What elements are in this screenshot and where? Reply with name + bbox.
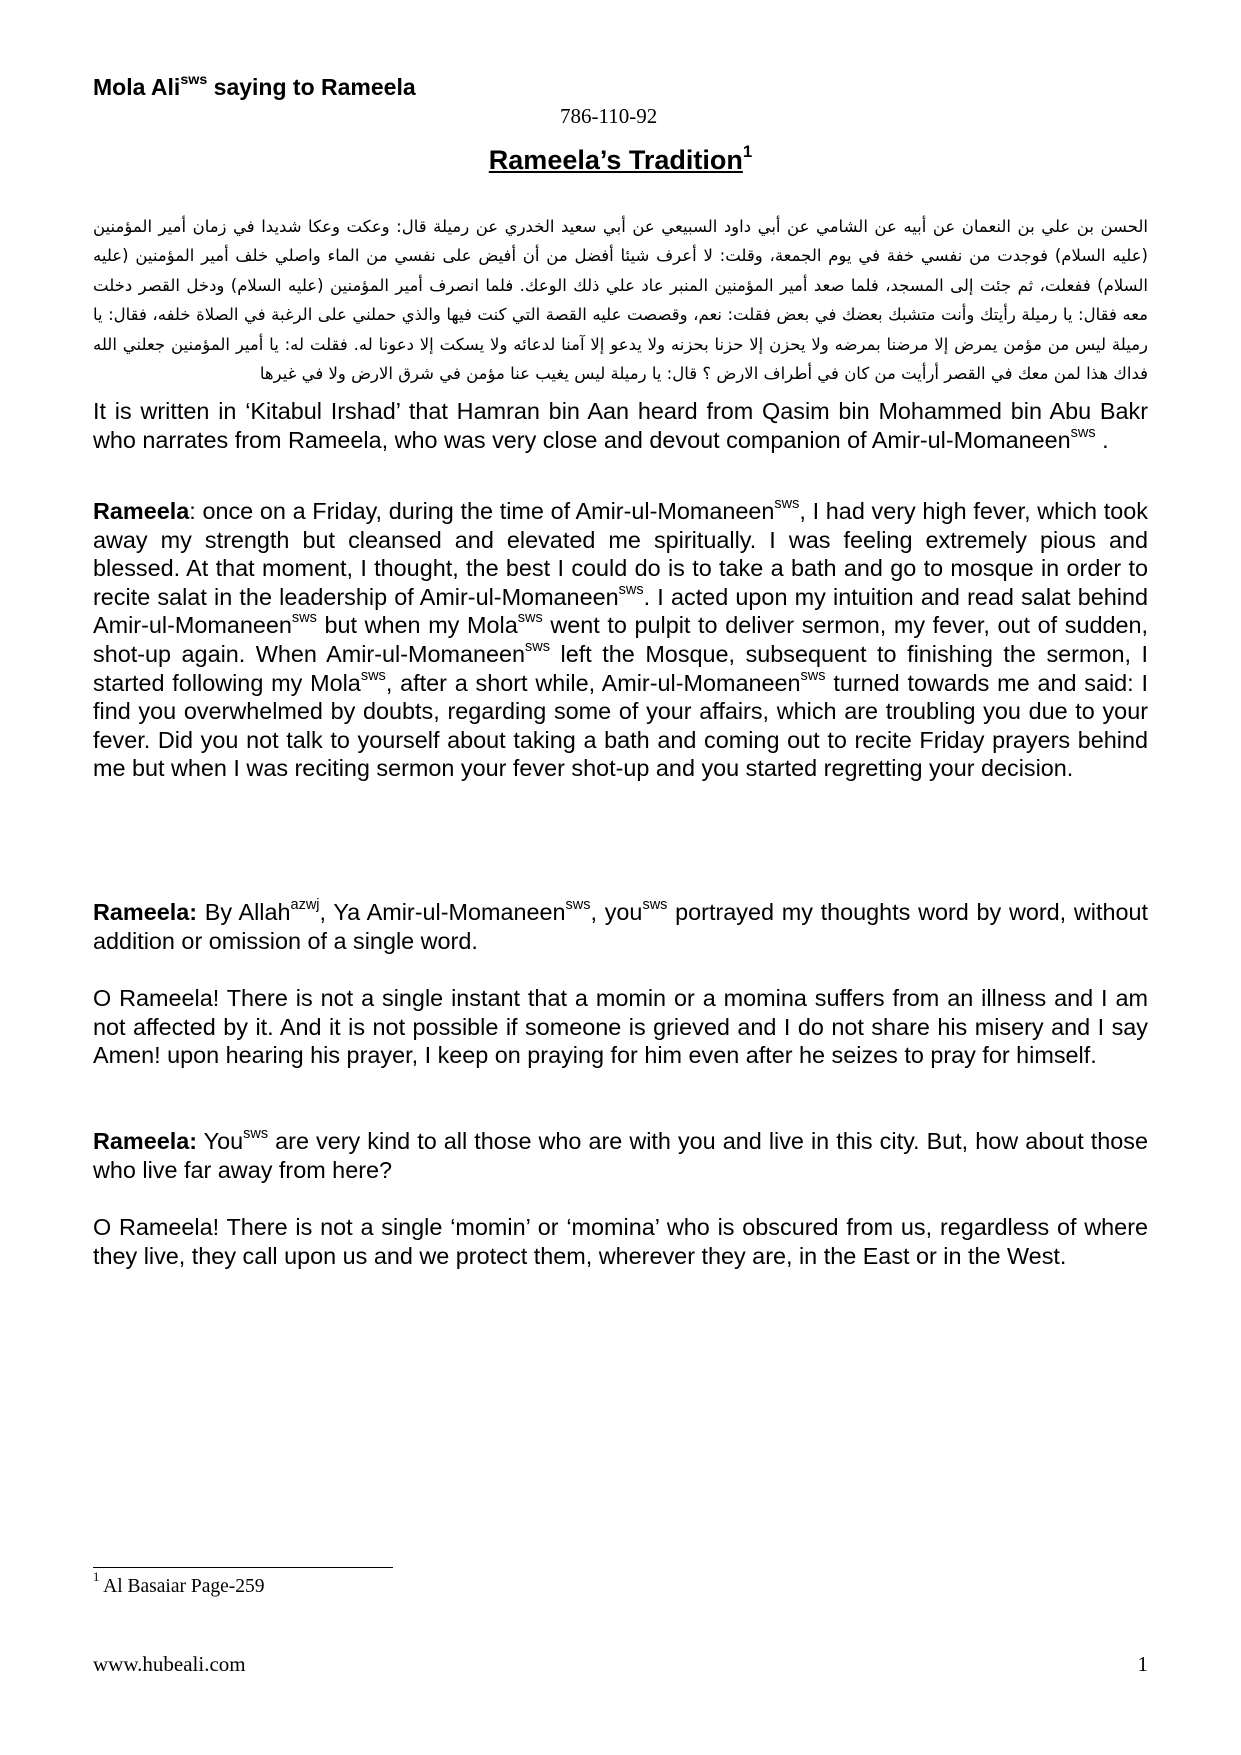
honorific-sup: sws (525, 639, 551, 655)
paragraph-text: portrayed my thoughts word by word, without addition or omission of a single word. (93, 899, 1148, 954)
paragraph-text: It is written in ‘Kitabul Irshad’ that Hamran bin Aan heard from Qasim bin Mohammed bin Abu Bakr who narrates from Rameela, who was very close and devout companion of Amir-ul-Momaneen (93, 398, 1148, 453)
paragraph-text: By Allah (197, 899, 291, 925)
arabic-text-block: الحسن بن علي بن النعمان عن أبيه عن الشامي عن أبي داود السبيعي عن أبي سعيد الخدري عن رميلة قال: وعكت وعكا شديدا في زمان أمير المؤمنين (عليه السلام) فوجدت من نفسي خفة في يوم الجمعة، وقلت: لا أعرف شيئا أفضل من أن أفيض على نفسي من الماء واصلي خلف أمير المؤمنين (عليه السلام) ففعلت، ثم جئت إلى المسجد، فلما صعد أمير المؤمنين المنبر عاد علي ذلك الوعك. فلما انصرف أمير المؤمنين (عليه السلام) ودخل القصر دخلت معه فقال: يا رميلة رأيتك وأنت متشبك بعضك في بعض فقلت: نعم، وقصصت عليه القصة التي كنت فيها والذي حملني على الرغبة في الصلاة خلفه، فقال: يا رميلة ليس من مؤمن يمرض إلا مرضنا بمرضه ولا يحزن إلا حزنا بحزنه ولا يدعو إلا آمنا لدعائه ولا يسكت إلا دعونا له. فقلت له: يا أمير المؤمنين جعلني الله فداك هذا لمن معك في القصر أرأيت من كان في أطراف الارض ؟ قال: يا رميلة ليس يغيب عنا مؤمن في شرق الارض ولا في غيرها (93, 217, 1148, 384)
paragraph-text: , after a short while, Amir-ul-Momaneen (385, 669, 801, 696)
footer-website: www.hubeali.com (93, 1652, 246, 1676)
paragraph-o-rameela-illness (93, 984, 1148, 1070)
page-title (0, 141, 1241, 176)
paragraph-rameela-fever (93, 497, 1148, 783)
footnote-reference: 1 (742, 141, 753, 161)
paragraph-rameela-by-allah (93, 898, 1148, 955)
honorific-sup: sws (642, 897, 668, 914)
speaker-label: Rameela (93, 498, 190, 524)
paragraph-text: turned towards me and said: I find you overwhelmed by doubts, regarding some of your affairs, which are troubling you due to your fever. Did you not talk to yourself about taking a bath and coming out to recite Friday prayers behind me but when I was reciting sermon your fever shot-up and you started regretting your decision. (93, 669, 1148, 782)
honorific-sup: sws (180, 72, 208, 89)
document-number: 786-110-92 (560, 104, 658, 128)
speaker-label: Rameela: (93, 899, 198, 925)
honorific-sup: azwj (290, 897, 320, 914)
header-title-suffix: saying to Rameela (207, 74, 416, 100)
paragraph-text: . I acted upon my intuition and read salat behind Amir-ul-Momaneen (93, 583, 1148, 639)
paragraph-text: but when my Mola (316, 612, 518, 639)
paragraph-text: O Rameela! There is not a single ‘momin’ or ‘momina’ who is obscured from us, regardless of where they live, they call upon us and we protect them, wherever they are, in the East or in the West. (93, 1214, 1148, 1269)
paragraph-text: You (197, 1128, 244, 1154)
honorific-sup: sws (517, 610, 543, 627)
paragraph-text: , Ya Amir-ul-Momaneen (319, 899, 566, 925)
footnote-text: Al Basaiar Page-259 (99, 1576, 265, 1597)
paragraph-text: O Rameela! There is not a single instant that a momin or a momina suffers from an illness and I am not affected by it. And it is not possible if someone is grieved and I do not share his misery and I say Amen! upon hearing his prayer, I keep on praying for him even after he seizes to pray for himself. (93, 985, 1148, 1069)
paragraph-intro (93, 397, 1148, 454)
header-title-prefix: Mola Ali (93, 74, 181, 100)
paragraph-text: went to pulpit to deliver sermon, my fever, out of sudden, shot-up again. When Amir-ul-Momaneen (93, 612, 1149, 667)
paragraph-text: are very kind to all those who are with you and live in this city. But, how about those who live far away from here? (93, 1128, 1149, 1183)
paragraph-rameela-kind (93, 1127, 1148, 1184)
paragraph-o-rameela-protect (93, 1213, 1148, 1270)
honorific-sup: sws (360, 667, 386, 684)
page-number: 1 (1137, 1652, 1148, 1676)
paragraph-text: , I had very high fever, which took away my strength but cleansed and elevated me spiritually. I was feeling extremely pious and blessed. At that moment, I thought, the best I could do is to take a bath and go to mosque in order to recite salat in the leadership of Amir-ul-Momaneen (93, 498, 1148, 610)
honorific-sup: sws (1070, 424, 1096, 441)
paragraph-text: left the Mosque, subsequent to finishing the sermon, I started following my Mola (93, 640, 1148, 696)
paragraph-text: , you (590, 899, 643, 925)
paragraph-text: : once on a Friday, during the time of Amir-ul-Momaneen (189, 498, 775, 524)
paragraph-text: . (1095, 426, 1109, 453)
speaker-label: Rameela: (93, 1128, 198, 1154)
honorific-sup: sws (618, 581, 644, 598)
footnote-number: 1 (93, 1570, 100, 1585)
page-title-text: Rameela’s Tradition (488, 145, 743, 175)
header-title (93, 74, 416, 101)
footnote (93, 1570, 265, 1598)
honorific-sup: sws (565, 897, 591, 914)
honorific-sup: sws (800, 667, 826, 684)
footnote-divider (93, 1567, 393, 1568)
honorific-sup: sws (774, 496, 800, 513)
honorific-sup: sws (243, 1126, 269, 1143)
honorific-sup: sws (291, 610, 317, 627)
